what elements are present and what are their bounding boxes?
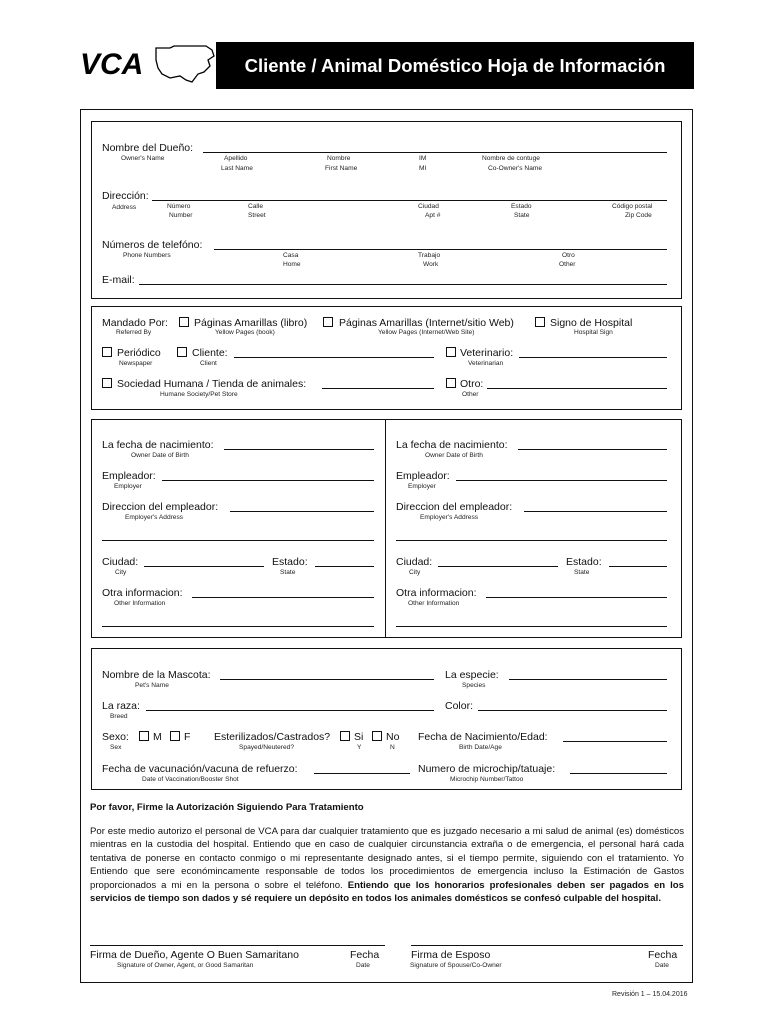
emp-addr-sub-left: Employer's Address xyxy=(125,514,184,521)
other-referral-field[interactable] xyxy=(487,388,667,389)
chip-sub: Microchip Number/Tattoo xyxy=(450,776,524,783)
spayed-yes-label: Si xyxy=(354,731,364,743)
owner-signature-label: Firma de Dueño, Agente O Buen Samaritano xyxy=(90,949,299,961)
dob-field-left[interactable] xyxy=(224,449,374,450)
city-sub-right: City xyxy=(409,569,421,576)
city-label-right: Ciudad: xyxy=(396,556,433,568)
sex-f-checkbox[interactable] xyxy=(170,731,180,741)
other-info-label-left: Otra informacion: xyxy=(102,587,183,599)
sex-m-checkbox[interactable] xyxy=(139,731,149,741)
dob-field-right[interactable] xyxy=(518,449,667,450)
city-field-left[interactable] xyxy=(144,566,264,567)
chip-field[interactable] xyxy=(570,773,667,774)
state-sub-left: State xyxy=(280,569,296,576)
nombre-label: Nombre xyxy=(327,155,351,162)
other-info-sub-right: Other Information xyxy=(408,600,460,607)
yp-book-checkbox[interactable] xyxy=(179,317,189,327)
street-sub: Street xyxy=(248,212,266,219)
periodico-label: Periódico xyxy=(117,347,161,359)
address-sub: Address xyxy=(112,204,137,211)
employer-sub-left: Employer xyxy=(114,483,142,490)
other-referral-sub: Other xyxy=(462,391,479,398)
employer-label-left: Empleador: xyxy=(102,470,156,482)
breed-field[interactable] xyxy=(146,710,434,711)
home-sub: Home xyxy=(283,261,301,268)
emp-addr-field-left[interactable] xyxy=(230,511,374,512)
casa-label: Casa xyxy=(283,252,299,259)
authorization-body: Por este medio autorizo el personal de VCA para dar cualquier tratamiento que es juzgado necesario a mi salud de animal (es) domésticos mientras en la custodia del hospital. Entiendo que en caso de cualquier circunstancia extraña o de emergencia, el personal hará cada tentativa de ponerse en contacto conmigo o mi representante designado antes, si el tiempo permite, siguiendo con el tratamiento. Yo Entiendo que sere económincamente responsable de todos los procedimientos de emergencia incluso la Estimación de Gastos proporcionados a mi en la persona o sobre el teléfono. xyxy=(90,826,684,891)
birth-label: Fecha de Nacimiento/Edad: xyxy=(418,731,548,743)
client-checkbox[interactable] xyxy=(177,347,187,357)
owner-signature-field[interactable] xyxy=(90,945,385,946)
dob-sub-right: Owner Date of Birth xyxy=(425,452,483,459)
humane-sub: Humane Society/Pet Store xyxy=(160,391,238,398)
im-label: IM xyxy=(419,155,427,162)
emp-addr-label-right: Direccion del empleador: xyxy=(396,501,513,513)
spayed-sub: Spayed/Neutered? xyxy=(239,744,294,751)
owner-name-sub: Owner's Name xyxy=(121,155,165,162)
hospital-sign-sub: Hospital Sign xyxy=(574,329,613,336)
chip-label: Numero de microchip/tatuaje: xyxy=(418,763,556,775)
other-info-field-right[interactable] xyxy=(486,597,667,598)
calle-label: Calle xyxy=(248,203,264,210)
phone-label: Números de telefóno: xyxy=(102,239,203,251)
employer-sub-right: Employer xyxy=(408,483,436,490)
state-label-left: Estado: xyxy=(272,556,308,568)
birth-field[interactable] xyxy=(563,741,667,742)
emp-addr-field2-left[interactable] xyxy=(102,540,374,541)
employer-field-left[interactable] xyxy=(162,480,374,481)
authorization-heading: Por favor, Firme la Autorización Siguiendo Para Tratamiento xyxy=(90,802,364,813)
client-sub: Client xyxy=(200,360,217,367)
vaccine-sub: Date of Vaccination/Booster Shot xyxy=(142,776,239,783)
owner-date-label: Fecha xyxy=(350,949,380,961)
trabajo-label: Trabajo xyxy=(418,252,441,259)
dob-label-right: La fecha de nacimiento: xyxy=(396,439,508,451)
authorization-text xyxy=(90,825,684,905)
emp-addr-label-left: Direccion del empleador: xyxy=(102,501,219,513)
revision-text: Revisión 1 – 15.04.2016 xyxy=(612,991,688,998)
other-info-label-right: Otra informacion: xyxy=(396,587,477,599)
other-info-field-left[interactable] xyxy=(192,597,374,598)
breed-sub: Breed xyxy=(110,713,128,720)
employer-field-right[interactable] xyxy=(456,480,667,481)
employer-label-right: Empleador: xyxy=(396,470,450,482)
state-sub-right: State xyxy=(574,569,590,576)
page-title: Cliente / Animal Doméstico Hoja de Información xyxy=(216,42,694,89)
otro-phone-label: Otro xyxy=(562,252,575,259)
cliente-label: Cliente: xyxy=(192,347,228,359)
hospital-sign-label: Signo de Hospital xyxy=(550,317,633,329)
spayed-y-sub: Y xyxy=(357,744,362,751)
humane-field[interactable] xyxy=(322,388,434,389)
hospital-sign-checkbox[interactable] xyxy=(535,317,545,327)
apt-sub: Apt # xyxy=(425,212,441,219)
zip-sub: Zip Code xyxy=(625,212,652,219)
spouse-signature-label: Firma de Esposo xyxy=(411,949,491,961)
breed-label: La raza: xyxy=(102,700,140,712)
numero-label: Número xyxy=(167,203,191,210)
email-label: E-mail: xyxy=(102,274,135,286)
authorization-body-bold: Entiendo que los honorarios profesionales deben ser pagados en los servicios de tiempo son dados y sé requiere un depósito en todos los animales domésticos se confesó culpable del hospital. xyxy=(90,879,684,905)
vaccine-field[interactable] xyxy=(314,773,410,774)
other-phone-sub: Other xyxy=(559,261,576,268)
yp-web-sub: Yellow Pages (Internet/Web Site) xyxy=(378,329,475,336)
sex-label: Sexo: xyxy=(102,731,129,743)
veterinarian-sub: Veterinarian xyxy=(468,360,504,367)
humane-checkbox[interactable] xyxy=(102,378,112,388)
phone-field[interactable] xyxy=(214,249,667,250)
state-field-left[interactable] xyxy=(315,566,374,567)
other-info-field2-left[interactable] xyxy=(102,626,374,627)
sex-sub: Sex xyxy=(110,744,122,751)
spayed-yes-checkbox[interactable] xyxy=(340,731,350,741)
spayed-label: Esterilizados/Castrados? xyxy=(214,731,331,743)
emp-addr-field-right[interactable] xyxy=(524,511,667,512)
state-label-right: Estado: xyxy=(566,556,602,568)
owner-name-label: Nombre del Dueño: xyxy=(102,142,194,154)
spouse-signature-field[interactable] xyxy=(411,945,683,946)
emp-addr-field2-right[interactable] xyxy=(396,540,667,541)
client-field[interactable] xyxy=(234,357,434,358)
color-label: Color: xyxy=(445,700,474,712)
spayed-no-label: No xyxy=(386,731,400,743)
otro-referral-label: Otro: xyxy=(460,378,484,390)
veterinarian-field[interactable] xyxy=(519,357,667,358)
city-label-left: Ciudad: xyxy=(102,556,139,568)
yp-web-checkbox[interactable] xyxy=(323,317,333,327)
first-name-sub: First Name xyxy=(325,165,358,172)
employment-divider xyxy=(385,419,386,638)
species-field[interactable] xyxy=(509,679,667,680)
humane-label: Sociedad Humana / Tienda de animales: xyxy=(117,378,307,390)
postal-label: Código postal xyxy=(612,203,653,210)
sex-m-label: M xyxy=(153,731,162,743)
spayed-n-sub: N xyxy=(390,744,395,751)
logo-text: VCA xyxy=(80,48,144,81)
vaccine-label: Fecha de vacunación/vacuna de refuerzo: xyxy=(102,763,298,775)
mi-sub: MI xyxy=(419,165,427,172)
other-info-field2-right[interactable] xyxy=(396,626,667,627)
owner-name-field[interactable] xyxy=(203,152,667,153)
owner-date-sub: Date xyxy=(356,962,370,969)
state-sub: State xyxy=(514,212,530,219)
state-field-right[interactable] xyxy=(609,566,667,567)
apellido-label: Apellido xyxy=(224,155,248,162)
pet-name-label: Nombre de la Mascota: xyxy=(102,669,211,681)
yp-book-label: Páginas Amarillas (libro) xyxy=(194,317,308,329)
city-field-right[interactable] xyxy=(438,566,558,567)
dob-sub-left: Owner Date of Birth xyxy=(131,452,189,459)
spouse-signature-sub: Signature of Spouse/Co-Owner xyxy=(410,962,502,969)
estado-label: Estado xyxy=(511,203,532,210)
email-field[interactable] xyxy=(139,284,667,285)
spayed-no-checkbox[interactable] xyxy=(372,731,382,741)
newspaper-checkbox[interactable] xyxy=(102,347,112,357)
yp-web-label: Páginas Amarillas (Internet/sitio Web) xyxy=(339,317,514,329)
owner-signature-sub: Signature of Owner, Agent, or Good Samaritan xyxy=(117,962,254,969)
referred-label: Mandado Por: xyxy=(102,317,168,329)
dob-label-left: La fecha de nacimiento: xyxy=(102,439,214,451)
color-field[interactable] xyxy=(478,710,667,711)
address-field[interactable] xyxy=(152,200,667,201)
species-sub: Species xyxy=(462,682,486,689)
ciudad-label: Ciudad xyxy=(418,203,439,210)
birth-sub: Birth Date/Age xyxy=(459,744,502,751)
work-sub: Work xyxy=(423,261,439,268)
veterinario-label: Veterinario: xyxy=(460,347,514,359)
city-sub-left: City xyxy=(115,569,127,576)
phone-sub: Phone Numbers xyxy=(123,252,171,259)
yp-book-sub: Yellow Pages (book) xyxy=(215,329,275,336)
newspaper-sub: Newspaper xyxy=(119,360,153,367)
vca-logo xyxy=(78,42,218,90)
spouse-date-label: Fecha xyxy=(648,949,678,961)
number-sub: Number xyxy=(169,212,193,219)
spouse-date-sub: Date xyxy=(655,962,669,969)
coowner-label: Nombre de contuge xyxy=(482,155,540,162)
referred-sub: Referred By xyxy=(116,329,152,336)
last-name-sub: Last Name xyxy=(221,165,253,172)
coowner-sub: Co-Owner's Name xyxy=(488,165,543,172)
pet-name-field[interactable] xyxy=(220,679,434,680)
other-info-sub-left: Other Information xyxy=(114,600,166,607)
other-referral-checkbox[interactable] xyxy=(446,378,456,388)
veterinarian-checkbox[interactable] xyxy=(446,347,456,357)
pet-name-sub: Pet's Name xyxy=(135,682,169,689)
sex-f-label: F xyxy=(184,731,191,743)
species-label: La especie: xyxy=(445,669,499,681)
address-label: Dirección: xyxy=(102,190,149,202)
emp-addr-sub-right: Employer's Address xyxy=(420,514,479,521)
